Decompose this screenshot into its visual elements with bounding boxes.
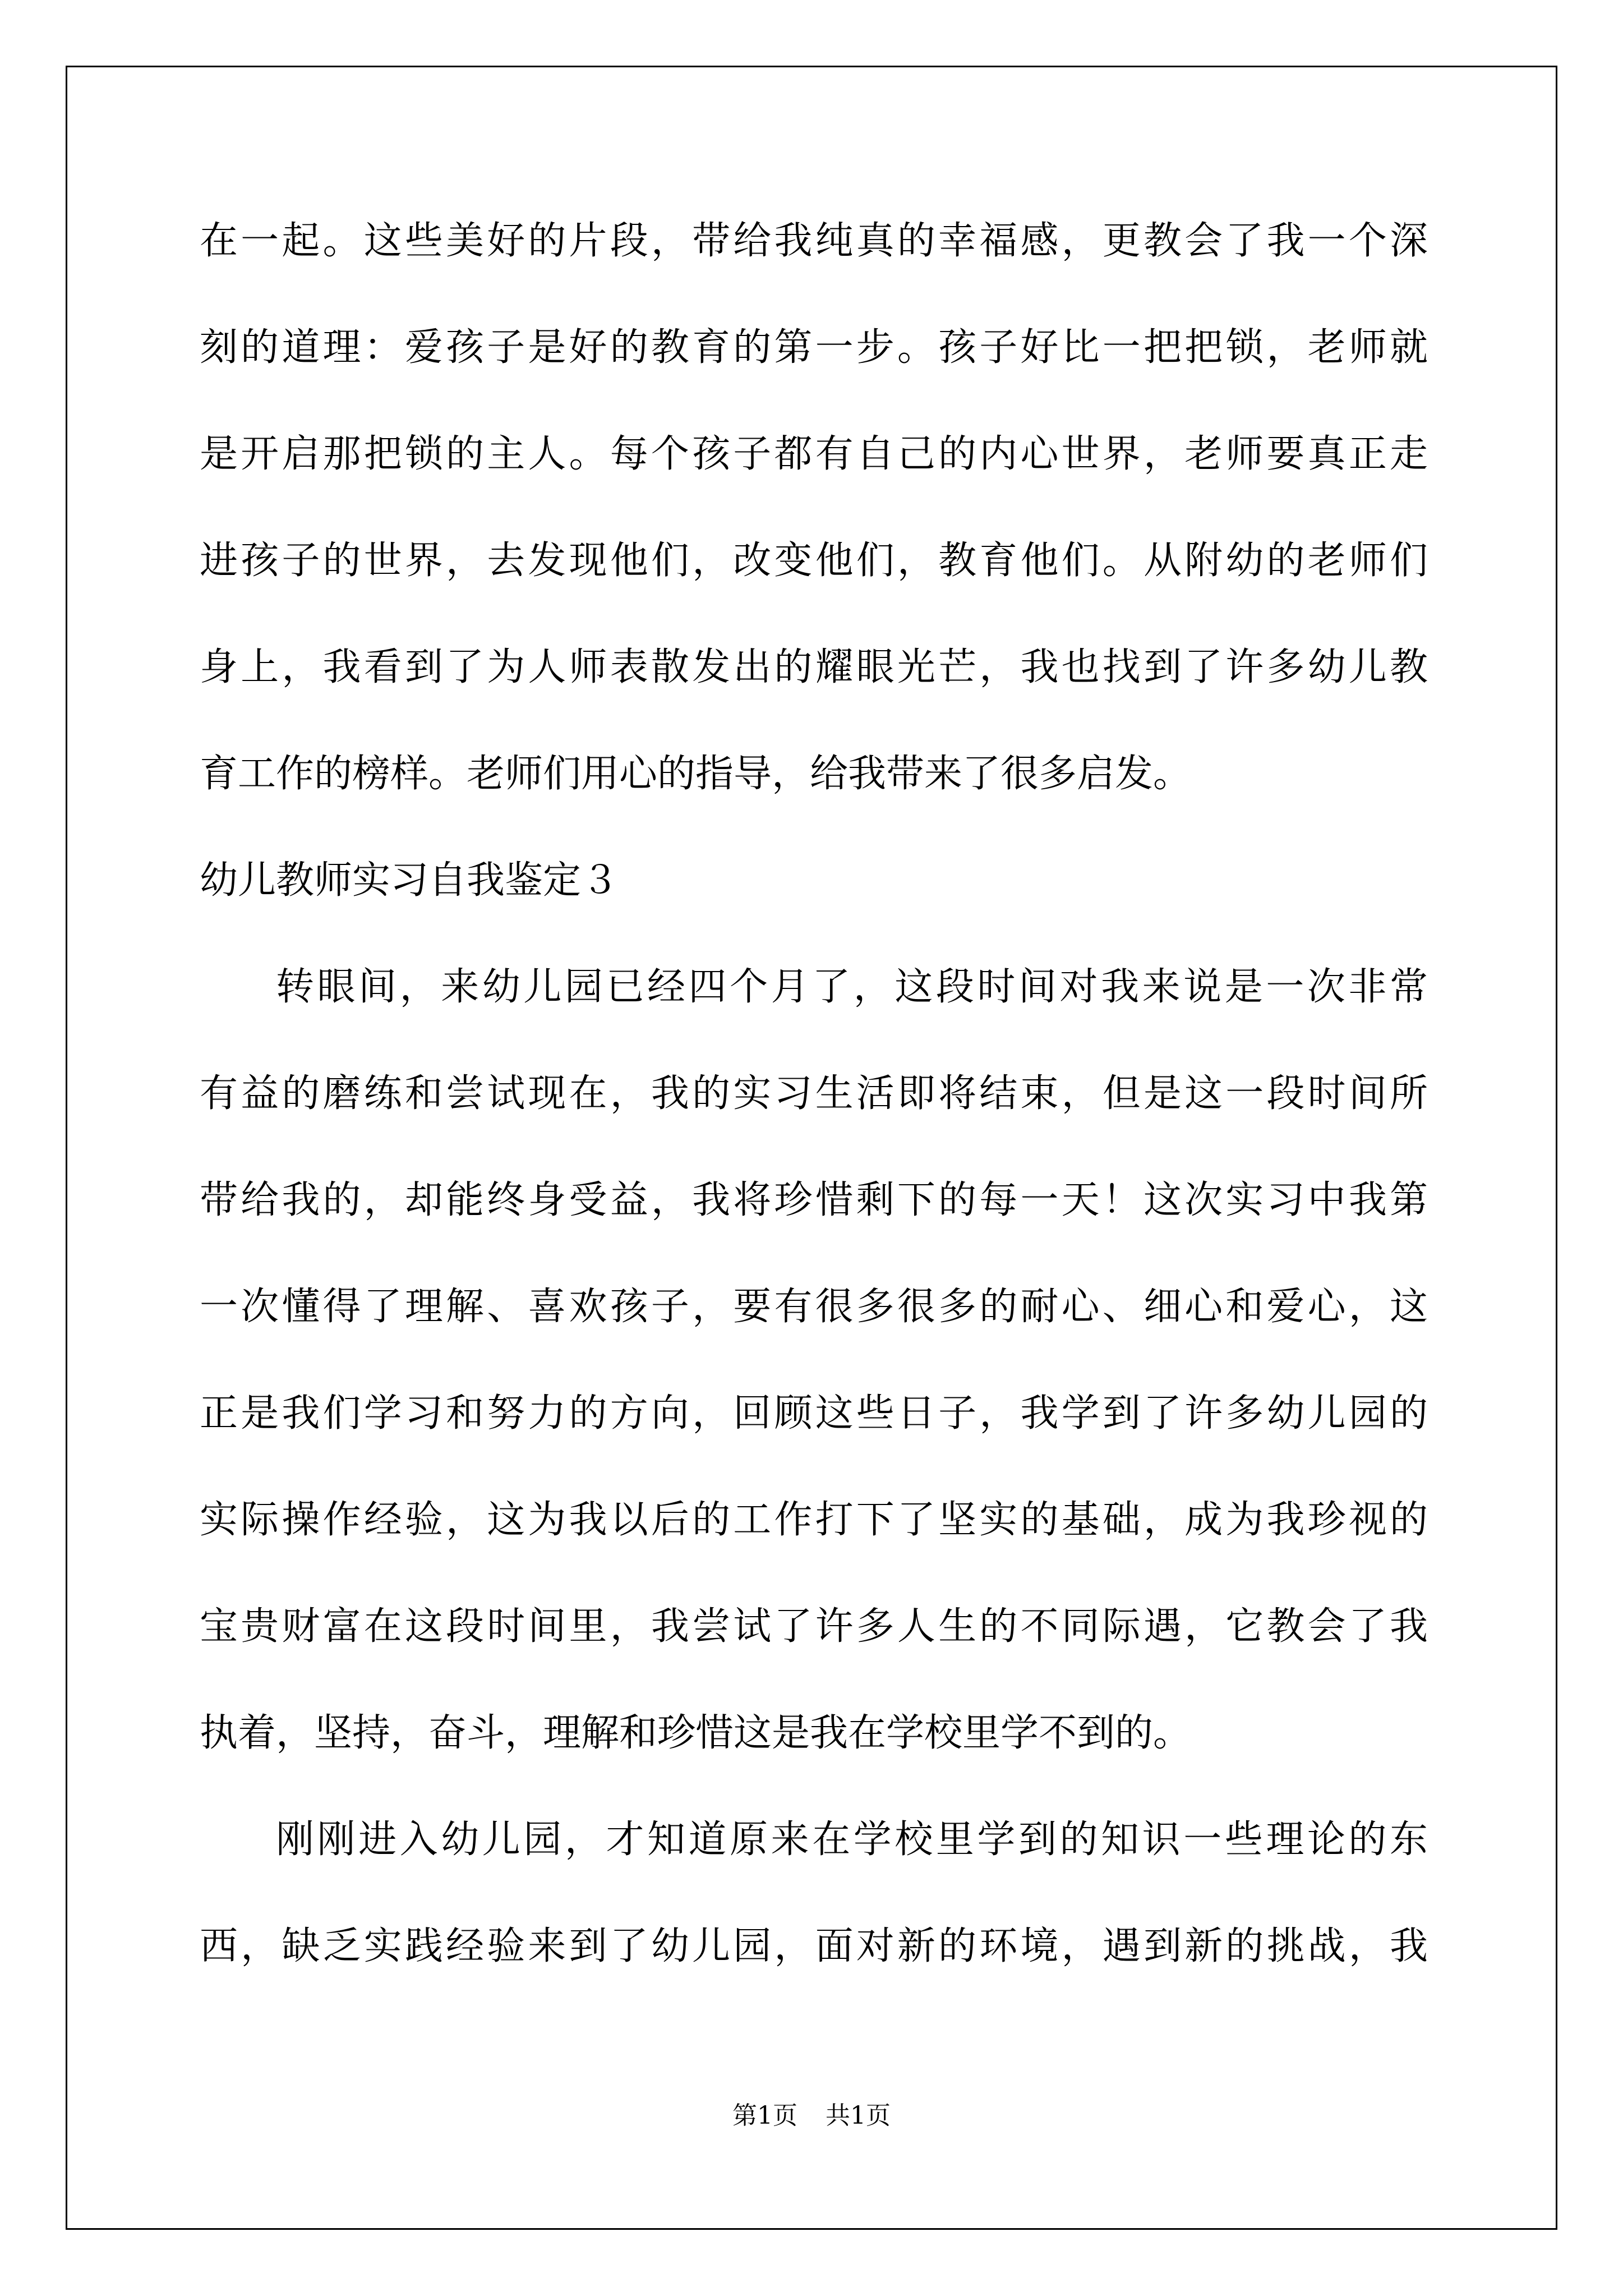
text-line: 刻的道理：爱孩子是好的教育的第一步。孩子好比一把把锁，老师就 bbox=[200, 325, 1428, 370]
section-heading: 幼儿教师实习自我鉴定３ bbox=[200, 858, 620, 903]
text-line: 带给我的，却能终身受益，我将珍惜剩下的每一天！这次实习中我第 bbox=[200, 1178, 1428, 1222]
text-line: 实际操作经验，这为我以后的工作打下了坚实的基础，成为我珍视的 bbox=[200, 1498, 1428, 1542]
page-number: 第1页 bbox=[732, 2101, 797, 2130]
text-line: 一次懂得了理解、喜欢孩子，要有很多很多的耐心、细心和爱心，这 bbox=[200, 1285, 1428, 1329]
text-line: 是开启那把锁的主人。每个孩子都有自己的内心世界，老师要真正走 bbox=[200, 432, 1428, 476]
text-line: 身上，我看到了为人师表散发出的耀眼光芒，我也找到了许多幼儿教 bbox=[200, 645, 1428, 689]
page-total: 共1页 bbox=[826, 2101, 891, 2130]
text-line: 执着，坚持，奋斗，理解和珍惜这是我在学校里学不到的。 bbox=[200, 1711, 1192, 1755]
text-line: 育工作的榜样。老师们用心的指导，给我带来了很多启发。 bbox=[200, 752, 1192, 796]
text-line: 转眼间，来幼儿园已经四个月了，这段时间对我来说是一次非常 bbox=[276, 965, 1428, 1009]
document-body bbox=[200, 208, 1428, 2019]
text-line: 有益的磨练和尝试现在，我的实习生活即将结束，但是这一段时间所 bbox=[200, 1071, 1428, 1116]
text-line: 刚刚进入幼儿园，才知道原来在学校里学到的知识一些理论的东 bbox=[276, 1818, 1428, 1862]
text-line: 在一起。这些美好的片段，带给我纯真的幸福感，更教会了我一个深 bbox=[200, 219, 1428, 263]
text-line: 西，缺乏实践经验来到了幼儿园，面对新的环境，遇到新的挑战，我 bbox=[200, 1924, 1428, 1968]
text-line: 正是我们学习和努力的方向，回顾这些日子，我学到了许多幼儿园的 bbox=[200, 1391, 1428, 1435]
text-line: 宝贵财富在这段时间里，我尝试了许多人生的不同际遇，它教会了我 bbox=[200, 1604, 1428, 1649]
text-line: 进孩子的世界，去发现他们，改变他们，教育他们。从附幼的老师们 bbox=[200, 539, 1428, 583]
page-footer bbox=[0, 2095, 1623, 2131]
